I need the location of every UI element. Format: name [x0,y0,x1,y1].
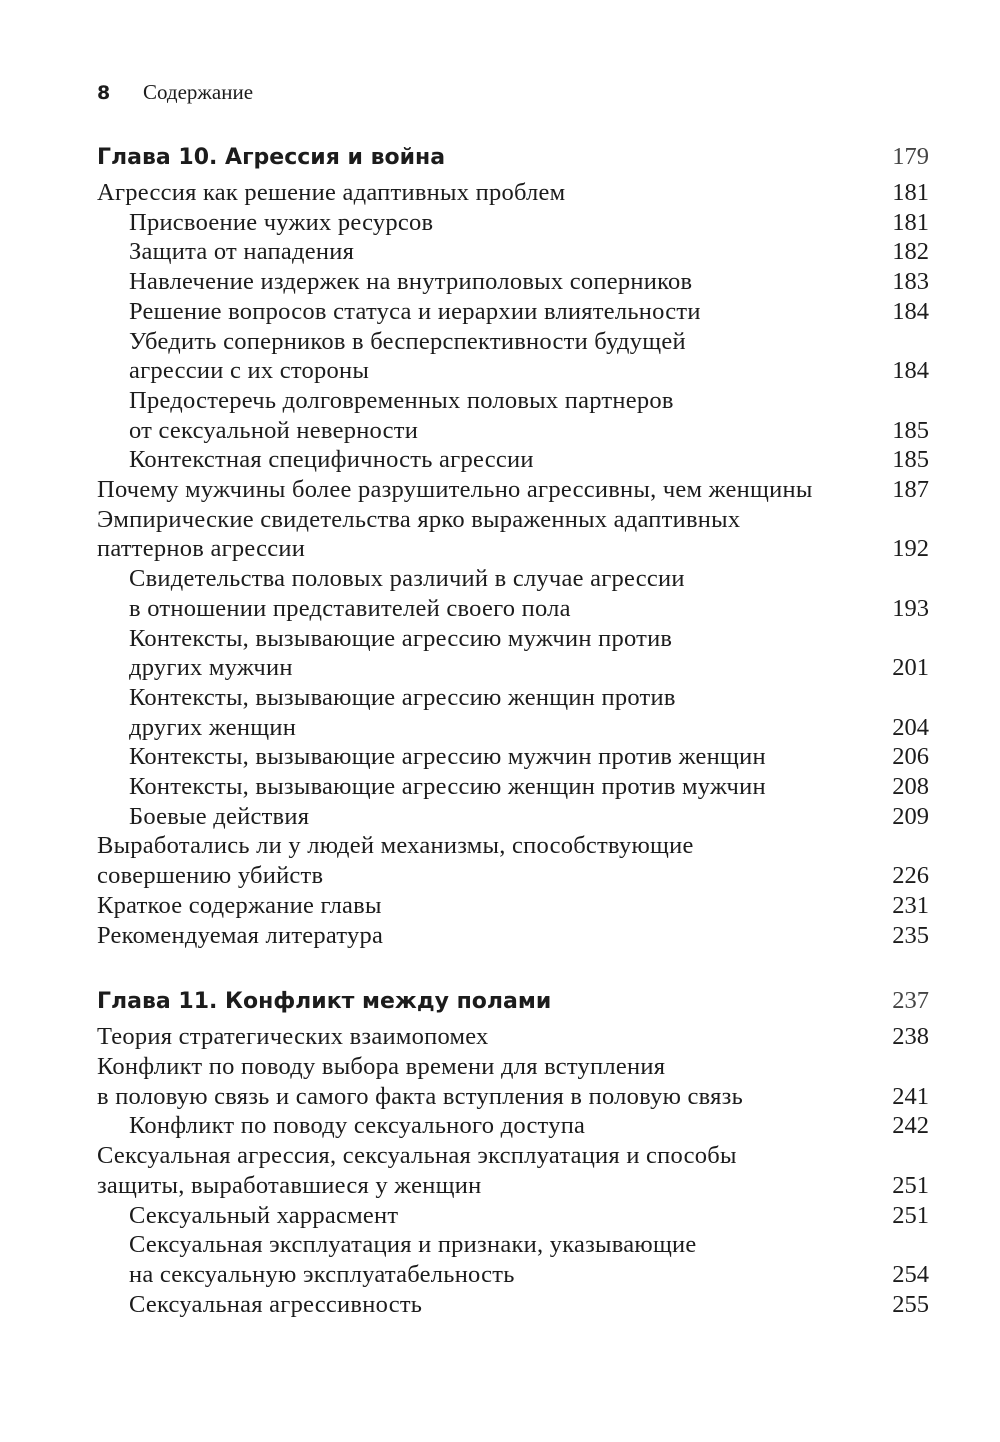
toc-entry-title [129,267,692,297]
toc-entry-title [129,327,686,386]
toc-entry-title [129,1290,422,1320]
toc-subentry [97,564,929,623]
page-number: 8 [97,82,111,104]
toc-page-number: 183 [892,268,929,296]
toc-page-number: 185 [892,446,929,474]
toc-entry-title [97,921,383,951]
toc-entry-title [97,831,694,890]
toc-entry-line: совершению убийств [97,862,324,890]
toc-entry-line: Защита от нападения [129,238,355,266]
toc-entry-title [129,386,674,445]
toc-page-number: 255 [892,1290,929,1318]
toc-page-number: 185 [892,416,929,444]
toc-page-number: 187 [892,476,929,504]
toc-entry-line: Рекомендуемая литература [97,921,384,949]
toc-subentry [97,237,929,267]
toc-entry-title [97,475,813,505]
toc-subentry [97,267,929,297]
toc-entry-title [129,445,534,475]
toc-entry-line: Конфликт по поводу выбора времени для вступления [97,1052,666,1080]
running-head [97,80,253,108]
toc-page-number: 209 [892,802,929,830]
toc-subentry [97,297,929,327]
toc-page-number: 184 [892,297,929,325]
toc-entry-line: в отношении представителей своего пола [129,594,571,622]
toc-entry-title [129,683,676,742]
toc-entry-title [129,297,701,327]
toc-subentry [97,742,929,772]
toc-page-number: 235 [892,921,929,949]
toc-page-number: 231 [892,891,929,919]
toc-entry-title [129,564,685,623]
chapter-heading [97,982,929,1020]
toc-entry [97,891,929,921]
running-title: Содержание [143,80,254,104]
chapter-heading [97,138,929,176]
toc-entry-title [129,208,433,238]
toc-entry-title [129,742,766,772]
toc-subentry [97,1111,929,1141]
toc-page-number: 181 [892,208,929,236]
toc-entry-title [97,1022,489,1052]
toc-page-number: 251 [892,1171,929,1199]
toc-entry-line: Сексуальная агрессия, сексуальная эксплуатация и способы [97,1142,737,1170]
toc-entry-title [129,624,672,683]
toc-subentry [97,772,929,802]
toc-entry-title [129,237,354,267]
toc-entry-title [129,802,309,832]
toc-entry-line: Предостеречь долговременных половых партнеров [129,386,674,414]
toc-subentry [97,327,929,386]
toc-entry-line: Присвоение чужих ресурсов [129,208,434,236]
toc-page-number: 204 [892,713,929,741]
toc-entry-line: от сексуальной неверности [129,416,419,444]
toc-entry-line: Эмпирические свидетельства ярко выраженных адаптивных [97,505,741,533]
toc-subentry [97,683,929,742]
toc-page-number: 206 [892,743,929,771]
toc-entry-title [129,772,766,802]
toc-subentry [97,386,929,445]
toc-entry-line: Убедить соперников в бесперспективности будущей [129,327,686,355]
chapter-title: Глава 10. Агрессия и война [97,145,446,170]
toc-entry [97,1141,929,1200]
toc-page-number: 181 [892,179,929,206]
toc-subentry [97,624,929,683]
toc-entry-line: других женщин [129,713,297,741]
toc-entry [97,1022,929,1052]
toc-page-number: 251 [892,1201,929,1229]
toc-page-number: 193 [892,594,929,622]
toc-entry-line: агрессии с их стороны [129,357,370,385]
toc-entry-title [97,178,565,208]
toc-entry-line: Контексты, вызывающие агрессию женщин против мужчин [129,773,766,801]
toc-entry-line: Решение вопросов статуса и иерархии влиятельности [129,297,701,325]
toc-entry-title [97,1052,743,1111]
toc-entry [97,1052,929,1111]
toc-entry [97,921,929,951]
toc-entry-line: других мужчин [129,654,293,682]
toc-entry-title [97,505,740,564]
toc-entry-line: Сексуальная эксплуатация и признаки, указывающие [129,1231,697,1259]
toc-entry-title [129,1111,585,1141]
toc-entry-line: Контексты, вызывающие агрессию мужчин против женщин [129,743,766,771]
toc-entry-line: Конфликт по поводу сексуального доступа [129,1112,586,1140]
toc-page-number: 238 [892,1023,929,1051]
toc-entry [97,831,929,890]
toc-entry [97,505,929,564]
toc-entry-title [129,1230,697,1289]
chapter-page-number: 237 [892,987,929,1015]
chapter-page-number: 179 [892,143,929,170]
toc-subentry [97,445,929,475]
toc-subentry [97,1290,929,1320]
toc-entry-title [97,1141,737,1200]
toc-page-number: 208 [892,773,929,801]
toc-entry [97,475,929,505]
toc-entry-line: в половую связь и самого факта вступления в половую связь [97,1082,744,1110]
toc-subentry [97,208,929,238]
toc-entry-line: Сексуальный харрасмент [129,1201,399,1229]
toc-entry-title [97,891,382,921]
toc-entry-line: Агрессия как решение адаптивных проблем [97,179,566,206]
toc-entry-line: Краткое содержание главы [97,891,382,919]
toc-entry-line: Контексты, вызывающие агрессию мужчин против [129,624,673,652]
toc-page-number: 201 [892,654,929,682]
toc-entry-line: Теория стратегических взаимопомех [97,1023,489,1051]
toc-entry-line: Сексуальная агрессивность [129,1290,423,1318]
toc-entry-line: Боевые действия [129,802,310,830]
toc-entry-title [129,1201,398,1231]
toc-subentry [97,802,929,832]
toc-entry-line: Почему мужчины более разрушительно агрессивны, чем женщины [97,476,813,504]
toc-page-number: 192 [892,535,929,563]
toc-page-number: 182 [892,238,929,266]
toc-page-number: 254 [892,1260,929,1288]
toc-entry-line: защиты, выработавшиеся у женщин [97,1171,482,1199]
toc-page-number: 226 [892,862,929,890]
toc-entry [97,178,929,208]
toc-entry-line: Выработались ли у людей механизмы, способствующие [97,832,694,860]
toc-subentry [97,1230,929,1289]
toc-page-number: 241 [892,1082,929,1110]
toc-entry-line: Свидетельства половых различий в случае агрессии [129,565,685,593]
toc-page-number: 184 [892,357,929,385]
chapter-title: Глава 11. Конфликт между полами [97,989,552,1015]
toc-entry-line: Навлечение издержек на внутриполовых соперников [129,268,693,296]
chapter-spacer [97,950,929,982]
toc-page-number: 242 [892,1112,929,1140]
toc-entry-line: Контексты, вызывающие агрессию женщин против [129,683,676,711]
toc-subentry [97,1201,929,1231]
toc-entry-line: на сексуальную эксплуатабельность [129,1260,515,1288]
table-of-contents [97,138,929,1319]
toc-entry-line: Контекстная специфичность агрессии [129,446,534,474]
toc-entry-line: паттернов агрессии [97,535,306,563]
